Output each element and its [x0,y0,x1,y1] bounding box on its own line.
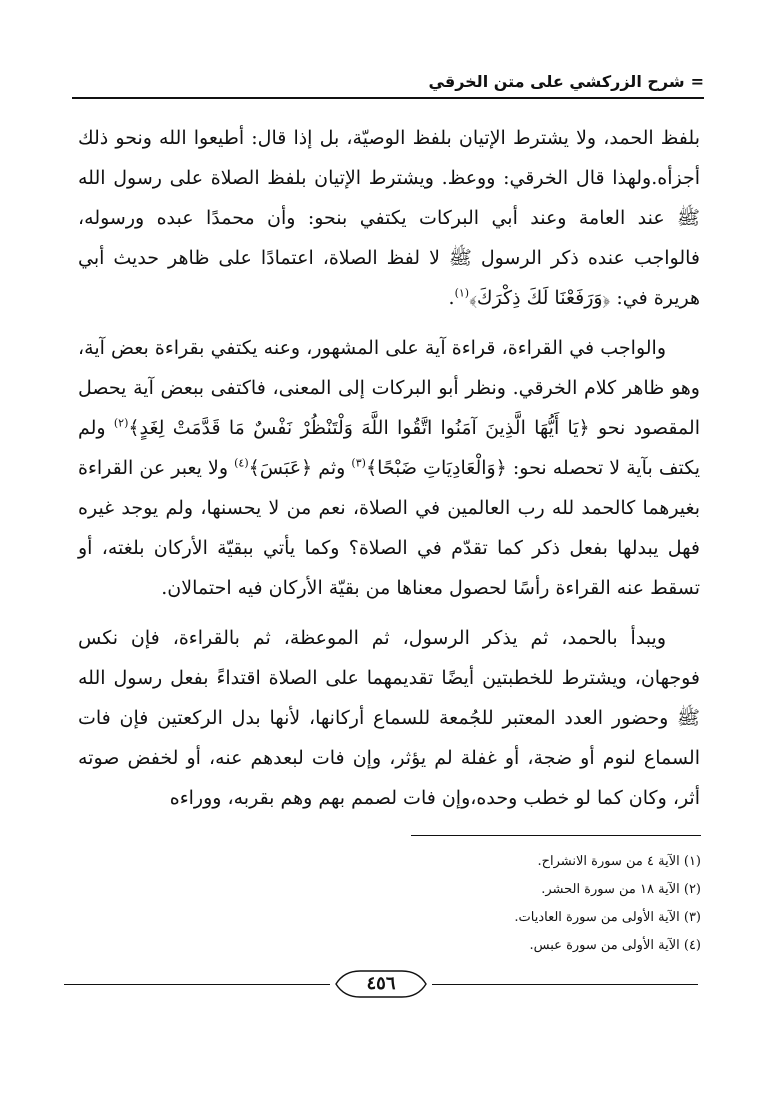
note-ref-2: (٢) [113,416,129,430]
paragraph-3-text: ويبدأ بالحمد، ثم يذكر الرسول، ثم الموعظة، ثم بالقراءة، فإن نكس فوجهان، ويشترط للخطبتين أيضًا تقديمهما على الصلاة اقتداءً بفعل رسول الله ﷺ وحضور العدد المعتبر للجُمعة للسماع أركانها، لأنها بدل الركعتين فإن فات السماع لنوم أو ضجة، أو غفلة لم يؤثر، وإن فات لبعدهم عنه، أو لخفض صوته أثر، وكان كما لو خطب وحده،وإن فات لصمم بهم وهم بقربه، ووراءه [78,627,700,809]
footnote-4: (٤) الآية الأولى من سورة عبس. [529,938,701,953]
quran-quote-adiyat: ﴿وَالْعَادِيَاتِ ضَبْحًا﴾ [365,457,507,479]
header-mark: = [690,72,704,91]
header-rule [72,97,704,99]
paragraph-2-mid: ولم يكتف بآية لا تحصله نحو: [78,417,701,479]
book-title: شرح الزركشي على متن الخرقي [428,72,685,91]
body-text [78,118,700,818]
header-title [429,70,704,94]
paragraph-3 [78,618,700,818]
footnote-3: (٣) الآية الأولى من سورة العاديات. [514,910,701,925]
page-number-badge [330,969,432,999]
note-ref-3: (٣) [351,456,366,470]
paragraph-1: بلفظ الحمد، ولا يشترط الإتيان بلفظ الوصيّة، بل إذا قال: أطيعوا الله ونحو ذلك أجزأه.ولهذا قال الخرقي: ووعظ. ويشترط الإتيان بلفظ الصلاة على رسول الله ﷺ عند العامة وعند أبي البركات يكتفي بنحو: وأن محمدًا عبده ورسوله، فالواجب عنده ذكر الرسول ﷺ لا لفظ الصلاة، اعتمادًا على ظاهر حديث أبي هريرة في: ﴿وَرَفَعْنَا لَكَ ذِكْرَكَ﴾$^{(١)}$. [78,127,700,309]
paragraph-2-then: وثم [312,457,352,479]
footnote-2: (٢) الآية ١٨ من سورة الحشر. [541,882,701,897]
note-ref-4: (٤) [234,456,249,470]
footnote-separator [411,835,701,836]
note-ref-1: (١) [454,286,470,300]
page-footer [64,968,698,1002]
paragraph-2 [78,328,700,608]
paragraph-1-text: بلفظ الحمد، ولا يشترط الإتيان بلفظ الوصيّة، بل إذا قال: أطيعوا الله ونحو ذلك أجزأه.ولهذا قال الخرقي: ووعظ. ويشترط الإتيان بلفظ الصلاة على رسول الله ﷺ عند العامة وعند أبي البركات يكتفي بنحو: وأن محمدًا عبده ورسوله، فالواجب عنده ذكر الرسول ﷺ لا لفظ الصلاة، اعتمادًا على ظاهر حديث أبي هريرة في: ﴿وَرَفَعْنَا لَكَ ذِكْرَكَ﴾ [78,127,700,309]
quran-quote-abasa: ﴿عَبَسَ﴾ [248,457,313,479]
running-header [72,70,704,100]
paragraph-2-rest: ولا يعبر عن القراءة بغيرهما كالحمد لله رب العالمين في الصلاة، نعم من لا يحسنها، ولم يوجد غيره فهل يبدلها بفعل ذكر كما تقدّم في الصلاة؟ وكما يأتي ببقيّة الأركان بلغته، أو تسقط عنه القراءة رأسًا لحصول معناها من بقيّة الأركان فيه احتمالان. [78,457,700,599]
paragraph-2-text: والواجب في القراءة، قراءة آية على المشهور، وعنه يكتفي بقراءة بعض آية، وهو ظاهر كلام الخرقي. ونظر أبو البركات إلى المعنى، فاكتفى ببعض آية يحصل المقصود نحو ﴿يَا أَيُّهَا الَّذِينَ آمَنُوا اتَّقُوا اللَّهَ وَلْتَنْظُرْ نَفْسٌ مَا قَدَّمَتْ لِغَدٍ﴾ [78,337,700,439]
footnotes [101,848,701,960]
footnote-1: (١) الآية ٤ من سورة الانشراح. [537,854,701,869]
page-number: ٤٥٦ [366,973,396,994]
